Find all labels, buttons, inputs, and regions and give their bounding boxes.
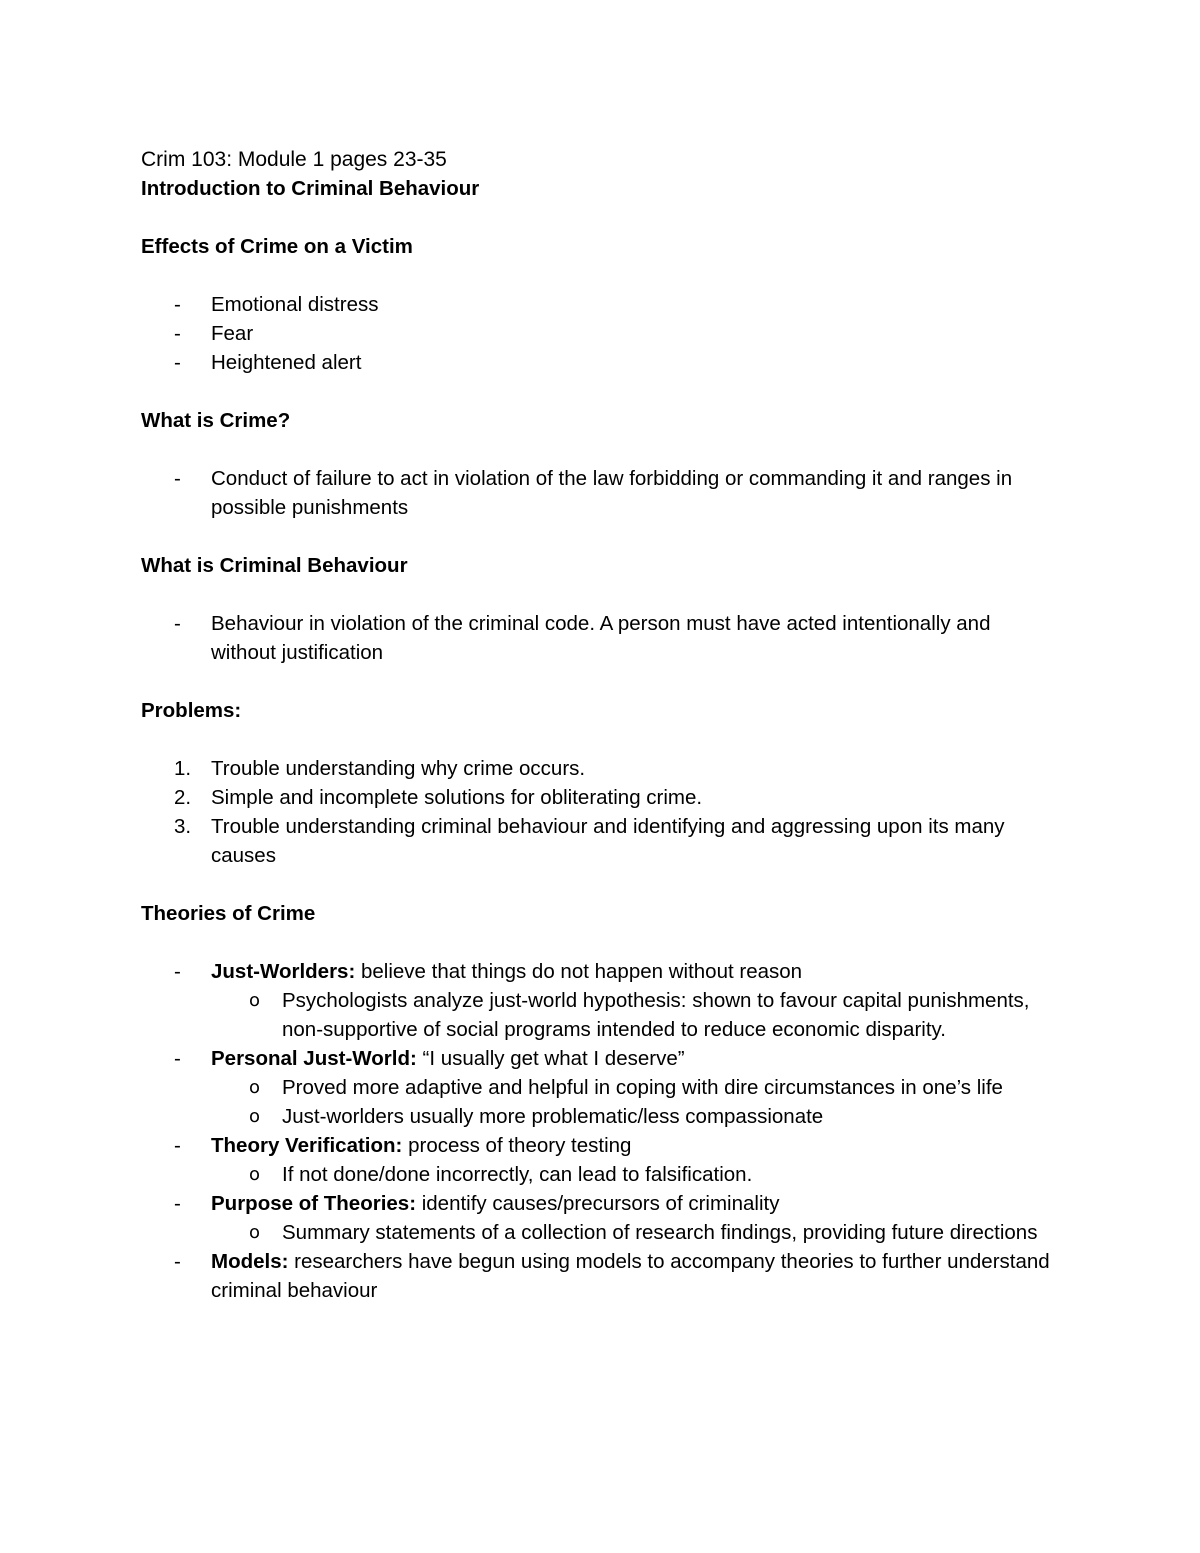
theory-item: - Theory Verification: process of theory testing	[141, 1131, 1061, 1160]
theory-term: Personal Just-World:	[211, 1047, 417, 1070]
document-title: Crim 103: Module 1 pages 23-35	[141, 148, 447, 171]
bullet-dash: -	[174, 293, 181, 316]
theory-item: - Just-Worlders: believe that things do not happen without reason	[141, 957, 1061, 986]
bullet-dash: -	[174, 351, 181, 374]
theory-item: - Models: researchers have begun using models to accompany theories to further understand criminal behaviour	[141, 1247, 1061, 1305]
list-item: - Behaviour in violation of the criminal code. A person must have acted intentionally and without justification	[141, 609, 1061, 667]
problems-heading: Problems:	[141, 699, 242, 722]
bullet-dash: -	[174, 960, 181, 983]
behaviour-heading: What is Criminal Behaviour	[141, 554, 408, 577]
behaviour-list	[141, 609, 1061, 667]
effects-list	[141, 290, 1061, 377]
list-item: - Conduct of failure to act in violation of the law forbidding or commanding it and ranges in possible punishments	[141, 464, 1061, 522]
numbered-item: 3. Trouble understanding criminal behaviour and identifying and aggressing upon its many causes	[141, 812, 1061, 870]
numbered-item: 1. Trouble understanding why crime occurs.	[141, 754, 1061, 783]
bullet-dash: -	[174, 467, 181, 490]
bullet-dash: -	[174, 1047, 181, 1070]
bullet-circle: o	[249, 1077, 261, 1098]
bullet-dash: -	[174, 1192, 181, 1215]
bullet-circle: o	[249, 1222, 261, 1243]
theory-term: Just-Worlders:	[211, 960, 356, 983]
bullet-dash: -	[174, 612, 181, 635]
bullet-circle: o	[249, 1106, 261, 1127]
item-number: 2.	[174, 786, 192, 809]
bullet-dash: -	[174, 1250, 181, 1273]
sub-item: o Summary statements of a collection of research findings, providing future directions	[141, 1218, 1061, 1247]
numbered-item: 2. Simple and incomplete solutions for obliterating crime.	[141, 783, 1061, 812]
theory-item: - Personal Just-World: “I usually get what I deserve”	[141, 1044, 1061, 1073]
theories-list	[141, 957, 1061, 1305]
item-number: 3.	[174, 815, 192, 838]
list-item: - Heightened alert	[141, 348, 1061, 377]
theory-term: Theory Verification:	[211, 1134, 403, 1157]
sub-item: o Proved more adaptive and helpful in coping with dire circumstances in one’s life	[141, 1073, 1061, 1102]
bullet-dash: -	[174, 1134, 181, 1157]
document-body	[141, 145, 1061, 1305]
crime-heading: What is Crime?	[141, 409, 291, 432]
item-number: 1.	[174, 757, 192, 780]
crime-list	[141, 464, 1061, 522]
bullet-circle: o	[249, 1164, 261, 1185]
problems-list	[141, 754, 1061, 870]
list-item: - Emotional distress	[141, 290, 1061, 319]
theory-term: Purpose of Theories:	[211, 1192, 417, 1215]
bullet-dash: -	[174, 322, 181, 345]
sub-item: o Psychologists analyze just-world hypothesis: shown to favour capital punishments, non-supportive of social programs intended to reduce economic disparity.	[141, 986, 1061, 1044]
theory-term: Models:	[211, 1250, 289, 1273]
bullet-circle: o	[249, 990, 261, 1011]
theory-item: - Purpose of Theories: identify causes/precursors of criminality	[141, 1189, 1061, 1218]
sub-item: o If not done/done incorrectly, can lead to falsification.	[141, 1160, 1061, 1189]
theories-heading: Theories of Crime	[141, 902, 316, 925]
document-subtitle: Introduction to Criminal Behaviour	[141, 177, 480, 200]
effects-heading: Effects of Crime on a Victim	[141, 235, 413, 258]
sub-item: o Just-worlders usually more problematic/less compassionate	[141, 1102, 1061, 1131]
list-item: - Fear	[141, 319, 1061, 348]
